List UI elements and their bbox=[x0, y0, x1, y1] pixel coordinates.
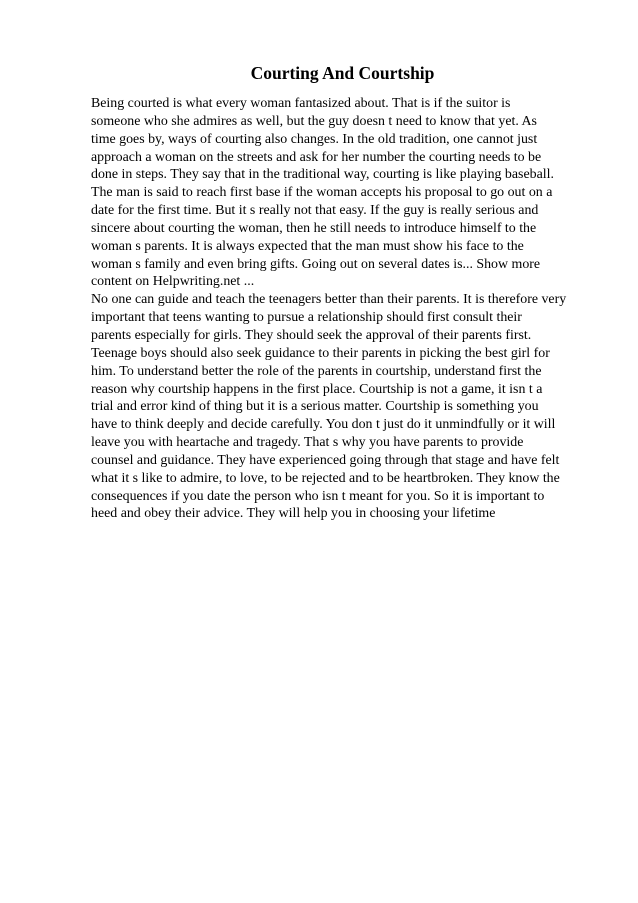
text-line: what it s like to admire, to love, to be rejected and to be heartbroken. They know the bbox=[91, 470, 560, 486]
text-line: approach a woman on the streets and ask for her number the courting needs to be bbox=[91, 149, 542, 165]
text-line: woman s family and even bring gifts. Going out on several dates is... Show more bbox=[91, 256, 541, 272]
text-line: someone who she admires as well, but the guy doesn t need to know that yet. As bbox=[91, 113, 537, 129]
text-line: content on Helpwriting.net ... bbox=[91, 274, 255, 290]
text-line: important that teens wanting to pursue a relationship should first consult their bbox=[91, 310, 522, 326]
text-line: reason why courtship happens in the first place. Courtship is not a game, it isn t a bbox=[91, 381, 543, 397]
text-line: No one can guide and teach the teenagers better than their parents. It is therefore very bbox=[91, 292, 567, 308]
text-line: Teenage boys should also seek guidance to their parents in picking the best girl for bbox=[91, 345, 550, 361]
text-line: parents especially for girls. They should seek the approval of their parents first. bbox=[91, 327, 532, 343]
document-body bbox=[91, 95, 591, 523]
text-line: time goes by, ways of courting also changes. In the old tradition, one cannot just bbox=[91, 131, 538, 147]
text-line: trial and error kind of thing but it is a serious matter. Courtship is something you bbox=[91, 399, 539, 415]
text-line: done in steps. They say that in the traditional way, courting is like playing baseball. bbox=[91, 167, 554, 183]
text-line: Being courted is what every woman fantasized about. That is if the suitor is bbox=[91, 96, 511, 111]
text-line: leave you with heartache and tragedy. That s why you have parents to provide bbox=[91, 435, 524, 451]
text-line: have to think deeply and decide carefully. You don t just do it unmindfully or it will bbox=[91, 417, 556, 433]
text-line: counsel and guidance. They have experienced going through that stage and have felt bbox=[91, 452, 560, 468]
text-line: consequences if you date the person who isn t meant for you. So it is important to bbox=[91, 488, 545, 504]
text-line: The man is said to reach first base if the woman accepts his proposal to go out on a bbox=[91, 185, 553, 201]
text-line: date for the first time. But it s really not that easy. If the guy is really serious and bbox=[91, 203, 539, 219]
text-line: heed and obey their advice. They will help you in choosing your lifetime bbox=[91, 506, 496, 522]
text-line: him. To understand better the role of the parents in courtship, understand first the bbox=[91, 363, 542, 379]
text-line: woman s parents. It is always expected that the man must show his face to the bbox=[91, 238, 524, 254]
document-title: Courting And Courtship bbox=[250, 63, 435, 83]
text-line: sincere about courting the woman, then he still needs to introduce himself to the bbox=[91, 220, 537, 236]
